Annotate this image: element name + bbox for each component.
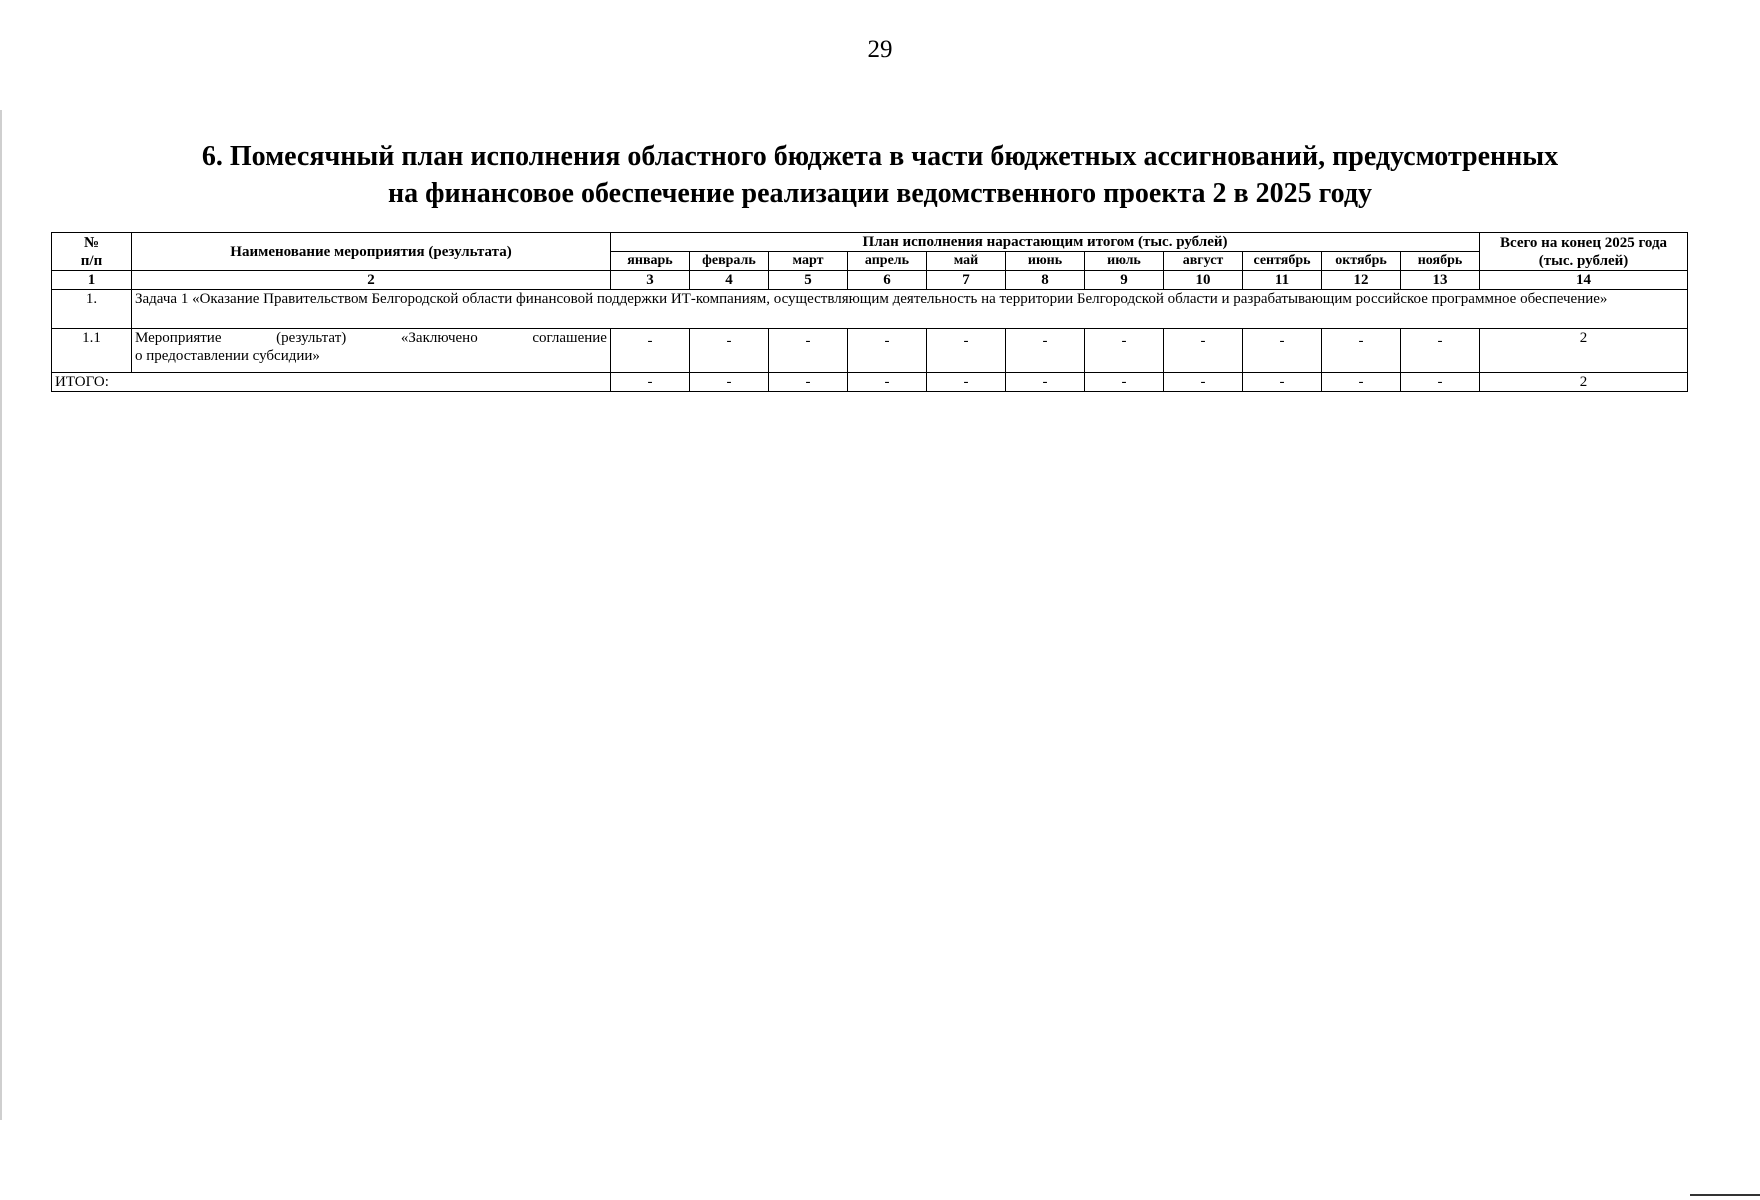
total-month-value: - — [769, 373, 848, 392]
header-month: апрель — [848, 252, 927, 271]
total-row — [52, 373, 1688, 392]
header-month: сентябрь — [1243, 252, 1322, 271]
item-month-value: - — [690, 329, 769, 373]
header-month: июнь — [1006, 252, 1085, 271]
item-name-word: соглашение — [532, 330, 607, 346]
item-num: 1.1 — [52, 329, 132, 373]
item-month-value: - — [1164, 329, 1243, 373]
total-month-value: - — [927, 373, 1006, 392]
total-month-value: - — [1322, 373, 1401, 392]
total-label: ИТОГО: — [52, 373, 611, 392]
header-month: март — [769, 252, 848, 271]
header-row-1 — [52, 233, 1688, 252]
column-number: 11 — [1243, 271, 1322, 290]
column-number: 5 — [769, 271, 848, 290]
item-month-value: - — [1006, 329, 1085, 373]
item-name-line-1 — [135, 329, 607, 347]
column-number: 14 — [1480, 271, 1688, 290]
item-month-value: - — [1322, 329, 1401, 373]
header-num — [52, 233, 132, 271]
section-title-line-1: 6. Помесячный план исполнения областного бюджета в части бюджетных ассигнований, предусмотренных — [201, 141, 1559, 172]
task-row — [52, 290, 1688, 329]
column-number: 1 — [52, 271, 132, 290]
item-name-word: (результат) — [276, 330, 347, 346]
column-number: 2 — [132, 271, 611, 290]
header-month: февраль — [690, 252, 769, 271]
header-month: январь — [611, 252, 690, 271]
header-total — [1480, 233, 1688, 271]
item-month-value: - — [611, 329, 690, 373]
total-month-value: - — [1085, 373, 1164, 392]
header-plan: План исполнения нарастающим итогом (тыс. рублей) — [611, 233, 1480, 252]
item-month-value: - — [1085, 329, 1164, 373]
section-title-line-2: на финансовое обеспечение реализации ведомственного проекта 2 в 2025 году — [387, 178, 1373, 209]
total-month-value: - — [1164, 373, 1243, 392]
total-month-value: - — [848, 373, 927, 392]
section-title — [60, 138, 1700, 212]
column-number-row — [52, 271, 1688, 290]
total-month-value: - — [1243, 373, 1322, 392]
column-number: 10 — [1164, 271, 1243, 290]
header-month: август — [1164, 252, 1243, 271]
item-row — [52, 329, 1688, 373]
column-number: 4 — [690, 271, 769, 290]
scan-bottom-line — [1690, 1194, 1760, 1196]
scan-left-edge — [0, 110, 2, 1120]
column-number: 9 — [1085, 271, 1164, 290]
item-name — [132, 329, 611, 373]
item-month-value: - — [769, 329, 848, 373]
total-month-value: - — [690, 373, 769, 392]
total-month-value: - — [611, 373, 690, 392]
item-month-value: - — [927, 329, 1006, 373]
column-number: 7 — [927, 271, 1006, 290]
header-num-line-1: № — [83, 234, 100, 251]
header-month: октябрь — [1322, 252, 1401, 271]
total-sum-value: 2 — [1480, 373, 1688, 392]
column-number: 6 — [848, 271, 927, 290]
item-total-value: 2 — [1480, 329, 1688, 373]
header-num-line-2: п/п — [80, 252, 103, 269]
header-name: Наименование мероприятия (результата) — [132, 233, 611, 271]
item-name-word: Мероприятие — [135, 330, 222, 346]
task-num: 1. — [52, 290, 132, 329]
column-number: 3 — [611, 271, 690, 290]
column-number: 8 — [1006, 271, 1085, 290]
budget-plan-table — [51, 232, 1688, 392]
header-month: май — [927, 252, 1006, 271]
total-month-value: - — [1006, 373, 1085, 392]
header-month: июль — [1085, 252, 1164, 271]
item-month-value: - — [848, 329, 927, 373]
header-total-line-1: Всего на конец 2025 года — [1499, 234, 1668, 251]
total-month-value: - — [1401, 373, 1480, 392]
item-month-value: - — [1401, 329, 1480, 373]
item-name-line-2: о предоставлении субсидии» — [135, 348, 320, 364]
header-total-line-2: (тыс. рублей) — [1538, 252, 1629, 269]
header-month: ноябрь — [1401, 252, 1480, 271]
column-number: 12 — [1322, 271, 1401, 290]
page-number: 29 — [867, 36, 893, 63]
column-number: 13 — [1401, 271, 1480, 290]
item-month-value: - — [1243, 329, 1322, 373]
task-text: Задача 1 «Оказание Правительством Белгородской области финансовой поддержки ИТ-компаниям, осуществляющим деятельность на территории Белгородской области и разрабатывающим российское программное обеспечение» — [132, 290, 1688, 329]
item-name-word: «Заключено — [400, 330, 478, 346]
